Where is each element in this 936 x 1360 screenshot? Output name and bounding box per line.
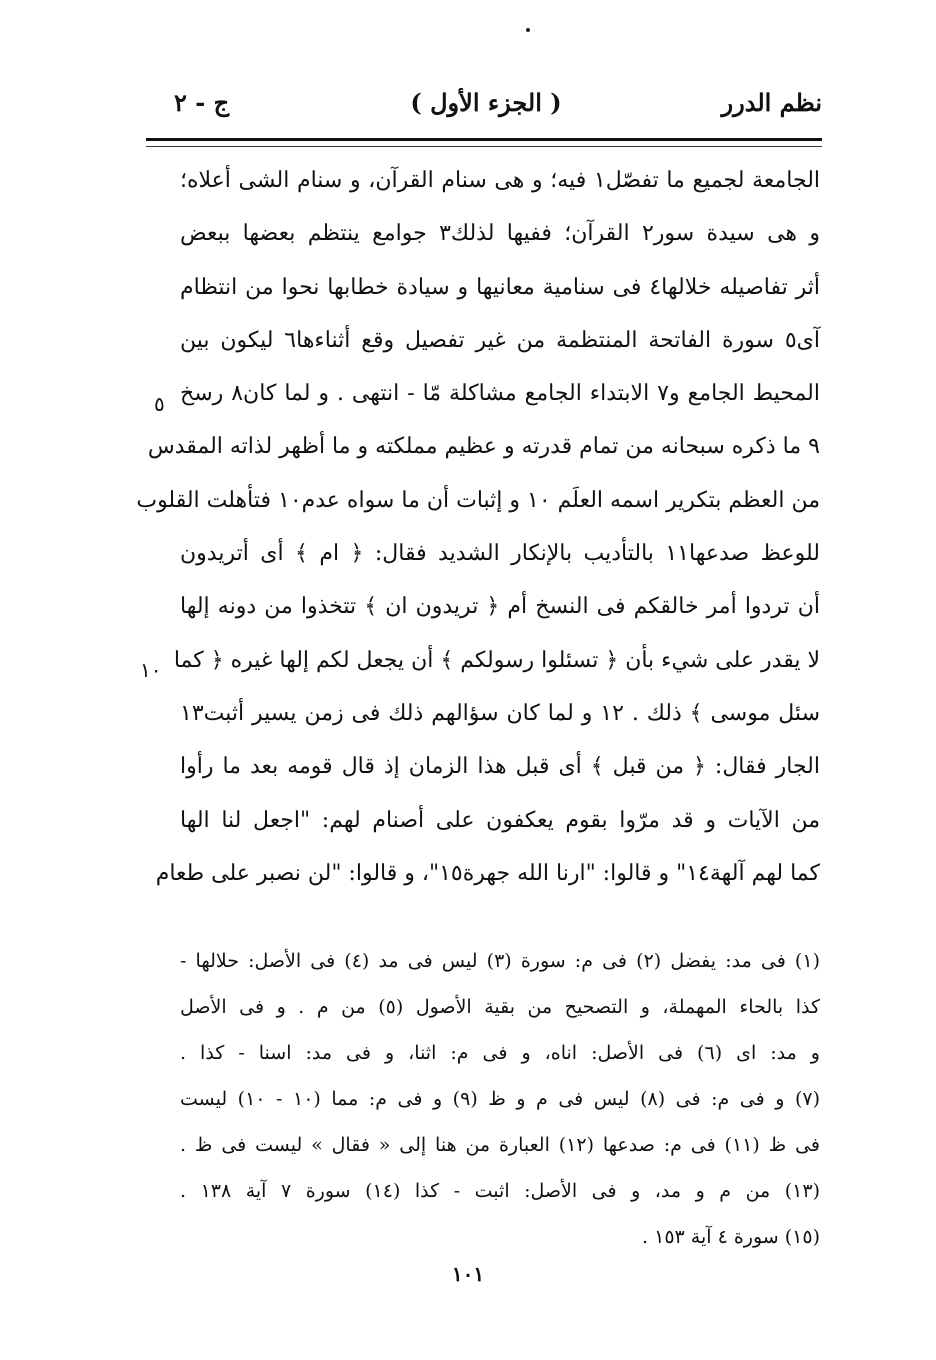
text-line: و هى سيدة سور٢ القرآن؛ ففيها لذلك٣ جوامع ينتظم بعضها ببعض <box>180 221 820 247</box>
volume-ref: ج - ٢ <box>174 88 230 117</box>
text-line: سئل موسى ﴾ ذلك . ١٢ و لما كان سؤالهم ذلك فى زمن يسير أثبت١٣ <box>180 700 820 726</box>
text-line: أن تردوا أمر خالقكم فى النسخ أم ﴿ تريدون ان ﴾ تتخذوا من دونه إلها <box>180 594 820 620</box>
footnote-line: (١٣) من م و مد، و فى الأصل: اثبت - كذا (١٤) سورة ٧ آية ١٣٨ . <box>180 1180 820 1202</box>
header-rule-thin <box>146 146 822 147</box>
text-line: للوعظ صدعها١١ بالتأديب بالإنكار الشديد فقال: ﴿ ام ﴾ أى أتريدون <box>180 541 820 567</box>
text-line: لا يقدر على شيء بأن ﴿ تسئلوا رسولكم ﴾ أن يجعل لكم إلها غيره ﴿ كما <box>173 647 820 673</box>
footnote-line: كذا بالحاء المهملة، و التصحيح من بقية الأصول (٥) من م . و فى الأصل <box>180 996 821 1018</box>
footnote-line: (١) فى مد: يفضل (٢) فى م: سورة (٣) ليس فى مد (٤) فى الأصل: حلالها - <box>180 950 820 972</box>
page-number: ١٠١ <box>451 1262 485 1286</box>
text-line: من العظم بتكرير اسمه العلَم ١٠ و إثبات أن ما سواه عدم١٠ فتأهلت القلوب <box>136 487 820 513</box>
top-dot-mark <box>526 28 530 32</box>
header-rule-thick <box>146 138 822 141</box>
part-title: ( الجزء الأول ) <box>410 88 562 117</box>
footnote-line: فى ظ (١١) فى م: صدعها (١٢) العبارة من هنا إلى « فقال » ليست فى ظ . <box>180 1134 820 1156</box>
text-line: الجامعة لجميع ما تفصّل١ فيه؛ و هى سنام القرآن، و سنام الشى أعلاه؛ <box>180 168 821 193</box>
text-line: أثر تفاصيله خلالها٤ فى سنامية معانيها و سيادة خطابها نحوا من انتظام <box>180 274 820 300</box>
text-line: ٩ ما ذكره سبحانه من تمام قدرته و عظيم مملكته و ما أظهر لذاته المقدس <box>147 434 820 460</box>
footnote-line: (١٥) سورة ٤ آية ١٥٣ . <box>642 1226 820 1248</box>
footnotes <box>180 938 820 1260</box>
text-line: كما لهم آلهة١٤" و قالوا: "ارنا الله جهرة١٥"، و قالوا: "لن نصبر على طعام <box>155 860 820 886</box>
line-number-10: ١٠ <box>140 658 162 682</box>
line-number-5: ٥ <box>154 392 165 416</box>
main-text <box>136 154 821 900</box>
footnote-line: و مد: اى (٦) فى الأصل: اناه، و فى م: اثنا، و فى مد: اسنا - كذا . <box>180 1042 820 1064</box>
running-header <box>150 84 822 128</box>
text-line: الجار فقال: ﴿ من قبل ﴾ أى قبل هذا الزمان إذ قال قومه بعد ما رأوا <box>180 754 820 780</box>
book-title: نظم الدرر <box>721 88 822 117</box>
text-line: المحيط الجامع و٧ الابتداء الجامع مشاكلة مّا - انتهى . و لما كان٨ رسخ <box>180 381 820 407</box>
footnote-line: (٧) و فى م: فى (٨) ليس فى م و ظ (٩) و فى م: مما (١٠ - ١٠) ليست <box>180 1088 821 1110</box>
text-line: آى٥ سورة الفاتحة المنتظمة من غير تفصيل وقع أثناءها٦ ليكون بين <box>180 327 820 353</box>
text-line: من الآيات و قد مرّوا بقوم يعكفون على أصنام لهم: "اجعل لنا الها <box>180 807 820 833</box>
